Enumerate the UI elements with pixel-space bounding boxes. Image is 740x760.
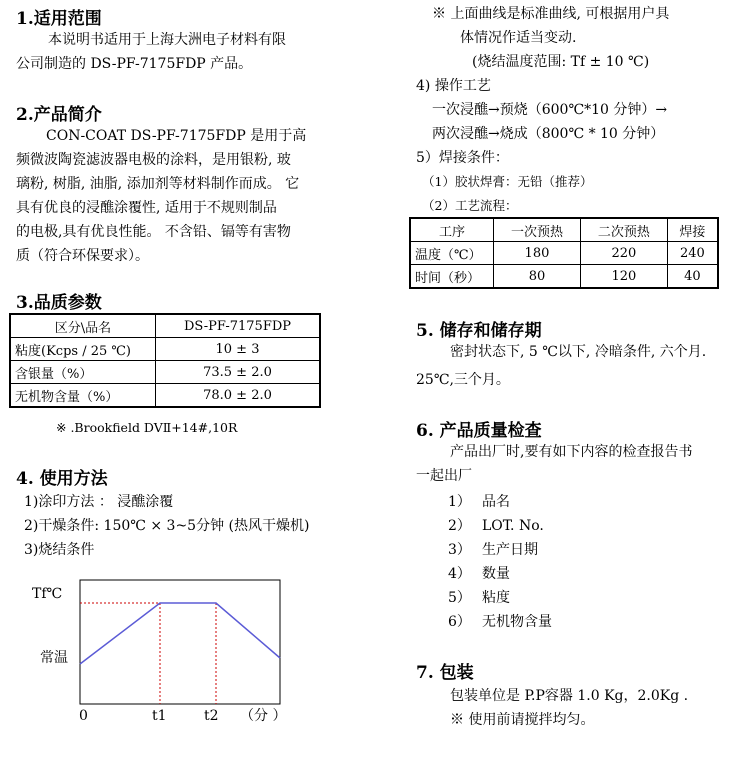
section-1-line-1: 本说明书适用于上海大洲电子材料有限	[48, 32, 286, 48]
section-5-line-1: 密封状态下, 5 ℃以下, 冷暗条件, 六个月.	[450, 344, 707, 360]
section-6-line-2: 一起出厂	[416, 468, 472, 484]
check-item-text: 无机物含量	[482, 614, 552, 630]
operation-step-2: 两次浸醮→烧成（800℃ * 10 分钟）	[432, 126, 665, 142]
table-cell: 120	[580, 265, 667, 289]
table-cell: 80	[494, 265, 581, 289]
table-row	[410, 218, 718, 242]
curve-note-3: (烧结温度范围: Tf ± 10 ℃)	[472, 54, 650, 70]
section-2-line-2: 频微波陶瓷滤波器电极的涂料，是用银粉, 玻	[16, 152, 291, 168]
table-cell: 粘度(Kcps / 25 ℃)	[10, 338, 156, 361]
quality-table	[9, 313, 321, 408]
section-6-title: 6. 产品质量检查	[416, 421, 542, 441]
section-3-note: ※ .Brookfield DVⅡ+14#,10R	[56, 420, 238, 435]
operation-title: 4) 操作工艺	[416, 78, 491, 94]
graph-x2-label: t2	[204, 708, 219, 724]
table-row	[10, 384, 320, 408]
section-5-title: 5. 储存和储存期	[416, 321, 542, 341]
section-5-line-2: 25℃,三个月。	[416, 372, 510, 388]
curve-note-2: 体情况作适当变动.	[460, 30, 577, 46]
method-item-1: 1)涂印方法 ： 浸醮涂覆	[24, 494, 174, 510]
welding-item-2: （2）工艺流程：	[422, 198, 518, 213]
graph-x-unit-label: （分 ）	[240, 708, 287, 724]
graph-x0-label: 0	[79, 708, 88, 724]
check-item-number: 1）	[448, 494, 471, 510]
method-item-2: 2)干燥条件: 150℃ × 3~5分钟 (热风干燥机)	[24, 518, 310, 534]
table-header-cell: 工序	[410, 218, 494, 242]
welding-title: 5）焊接条件：	[416, 150, 509, 166]
curve-note-1: ※ 上面曲线是标准曲线, 可根据用户具	[432, 6, 670, 22]
table-cell: 时间（秒）	[410, 265, 494, 289]
process-table	[409, 217, 719, 289]
table-cell: 无机物含量（%）	[10, 384, 156, 408]
section-2-line-5: 的电极,具有优良性能。 不含铅、镉等有害物	[16, 224, 291, 240]
check-item-text: 数量	[482, 566, 510, 582]
table-cell: 240	[667, 242, 718, 265]
section-7-title: 7. 包装	[416, 663, 474, 683]
check-item-text: LOT. No.	[482, 518, 544, 534]
table-cell: 78.0 ± 2.0	[156, 384, 321, 408]
table-cell: 含银量（%）	[10, 361, 156, 384]
section-7-line-1: 包装单位是 P.P容器 1.0 Kg，2.0Kg .	[450, 688, 689, 704]
section-7-line-2: ※ 使用前请搅拌均匀。	[450, 712, 595, 728]
check-item-text: 粘度	[482, 590, 510, 606]
table-row	[10, 338, 320, 361]
table-row	[410, 265, 718, 289]
welding-item-1: （1）胶状焊膏：无铅（推荐）	[422, 174, 593, 189]
operation-step-1: 一次浸醮→预烧（600℃*10 分钟）→	[432, 102, 668, 118]
table-cell: 40	[667, 265, 718, 289]
graph-y-low-label: 常温	[40, 650, 68, 666]
table-cell: 220	[580, 242, 667, 265]
check-item-number: 4）	[448, 566, 471, 582]
graph-x1-label: t1	[152, 708, 167, 724]
section-6-line-1: 产品出厂时,要有如下内容的检查报告书	[450, 444, 693, 460]
table-header-cell: 一次预热	[494, 218, 581, 242]
table-cell: 73.5 ± 2.0	[156, 361, 321, 384]
section-4-title: 4. 使用方法	[16, 469, 108, 489]
table-cell: 温度（℃）	[410, 242, 494, 265]
table-header-cell: 焊接	[667, 218, 718, 242]
table-header-cell: 二次预热	[580, 218, 667, 242]
check-item-number: 5）	[448, 590, 471, 606]
table-row	[10, 361, 320, 384]
section-2-line-3: 璃粉, 树脂, 油脂, 添加剂等材料制作而成。 它	[16, 176, 300, 192]
table-cell: 180	[494, 242, 581, 265]
table-row	[10, 314, 320, 338]
section-3-title: 3.品质参数	[16, 293, 102, 313]
section-2-line-4: 具有优良的浸醮涂覆性, 适用于不规则制品	[16, 200, 277, 216]
section-2-line-1: CON-COAT DS-PF-7175FDP 是用于高	[46, 128, 307, 144]
table-cell: 区分\品名	[10, 314, 156, 338]
firing-curve-line	[80, 603, 280, 664]
section-2-title: 2.产品简介	[16, 105, 102, 125]
section-1-title: 1.适用范围	[16, 9, 102, 29]
section-2-line-6: 质（符合环保要求）。	[16, 248, 149, 264]
check-item-number: 3）	[448, 542, 471, 558]
method-item-3: 3)烧结条件	[24, 542, 95, 558]
table-cell: DS-PF-7175FDP	[156, 314, 321, 338]
table-row	[410, 242, 718, 265]
check-item-text: 生产日期	[482, 542, 538, 558]
check-item-number: 2）	[448, 518, 471, 534]
check-item-text: 品名	[482, 494, 510, 510]
graph-y-top-label: Tf℃	[32, 586, 63, 602]
table-cell: 10 ± 3	[156, 338, 321, 361]
section-1-line-2: 公司制造的 DS-PF-7175FDP 产品。	[16, 56, 253, 72]
check-item-number: 6）	[448, 614, 471, 630]
